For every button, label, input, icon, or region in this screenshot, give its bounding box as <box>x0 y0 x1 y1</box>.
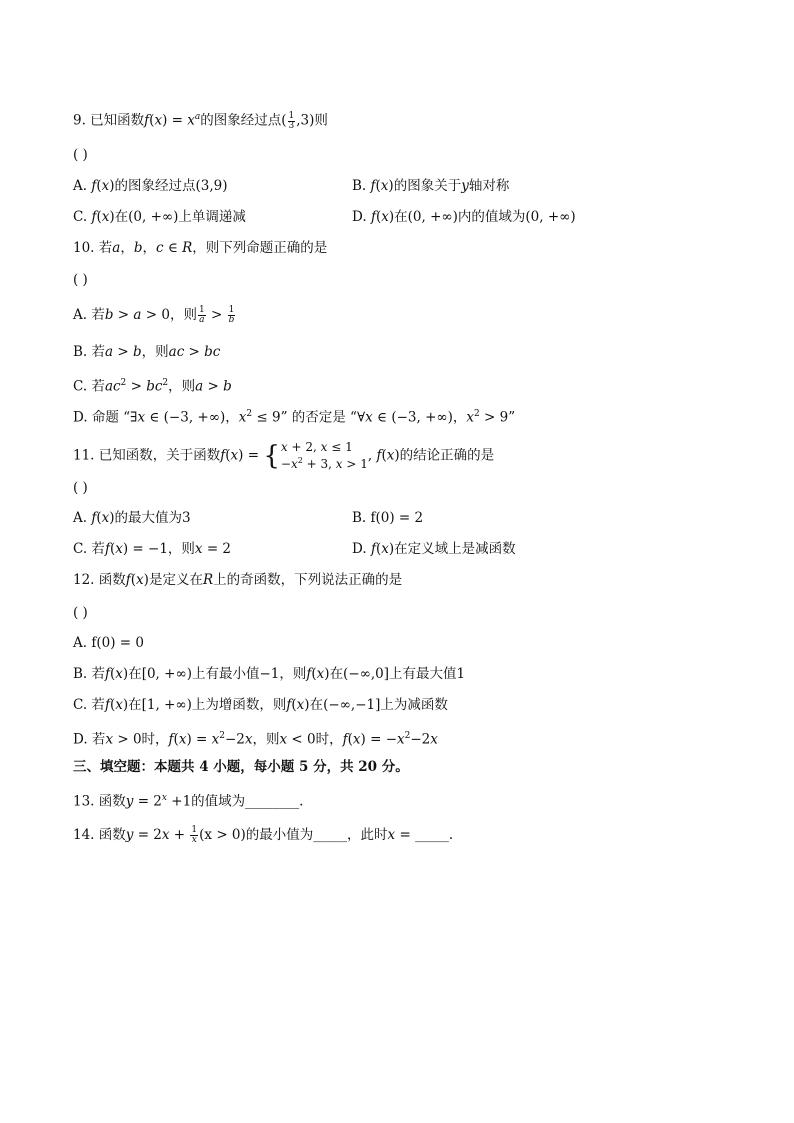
q14-stem: 14. 函数y = 2x + $\frac{1}{x}$ (x > 0)的最小值为_____，此时x = _____. <box>73 825 454 845</box>
q10-option-d[interactable]: D. 命题 “∃x ∈ (−3, +∞)，$x^2 \le 9$” 的否定是 “∀x ∈ (−3, +∞)，$x^2 > 9$” <box>73 409 516 426</box>
q9-stem: 9. 已知函数$f(x) = x^a$的图象经过点( $\frac{1}{3}$ ,3)则 <box>73 110 328 131</box>
section-title: 三、填空题：本题共 4 小题，每小题 5 分，共 20 分。 <box>73 759 409 775</box>
q11-answer-paren: ( ) <box>73 480 88 496</box>
fraction-one-over-a: $\frac{1}{a}$ <box>198 305 205 325</box>
q9-option-a[interactable]: A. f(x)的图象经过点(3,9) <box>73 178 228 194</box>
q10-option-b[interactable]: B. 若a > b，则ac > bc <box>73 344 221 360</box>
q12-option-d[interactable]: D. 若x > 0时，$f(x) = x^2-2x$，则x < 0时，$f(x) = -x^2-2x$ <box>73 731 438 748</box>
fraction-one-over-x: $\frac{1}{x}$ <box>191 825 198 845</box>
fraction-one-third: $\frac{1}{3}$ <box>288 110 295 131</box>
q11-stem: 11. 已知函数，关于函数f(x) = { x + 2, x ≤ 1 $-x^2 + 3$, x > 1 , f(x)的结论正确的是 <box>73 440 495 471</box>
q10-option-c[interactable]: C. 若$ac^2 > bc^2$，则a > b <box>73 378 232 395</box>
q11-option-c[interactable]: C. 若f(x) = −1，则x = 2 <box>73 541 232 557</box>
q11-option-b[interactable]: B. f(0) = 2 <box>352 510 424 526</box>
q12-stem: 12. 函数f(x)是定义在R上的奇函数，下列说法正确的是 <box>73 572 403 588</box>
q9-option-c[interactable]: C. f(x)在(0, +∞)上单调递减 <box>73 209 246 225</box>
q9-option-b[interactable]: B. f(x)的图象关于y轴对称 <box>352 178 510 194</box>
piecewise-function: { x + 2, x ≤ 1 $-x^2 + 3$, x > 1 <box>263 440 368 471</box>
q12-answer-paren: ( ) <box>73 605 88 621</box>
q12-option-a[interactable]: A. f(0) = 0 <box>73 635 144 651</box>
fraction-one-over-b: $\frac{1}{b}$ <box>228 305 235 325</box>
q11-option-d[interactable]: D. f(x)在定义域上是减函数 <box>352 541 516 557</box>
q12-option-c[interactable]: C. 若f(x)在[1, +∞)上为增函数，则f(x)在(−∞,−1]上为减函数 <box>73 697 448 713</box>
q10-stem: 10. 若a，b，c ∈ R，则下列命题正确的是 <box>73 240 328 256</box>
q10-option-a[interactable]: A. 若b > a > 0，则 $\frac{1}{a}$ > $\frac{1}{b}$ <box>73 305 235 325</box>
q13-stem: 13. 函数$y = 2^x +1$的值域为________. <box>73 793 304 810</box>
q12-option-b[interactable]: B. 若f(x)在[0, +∞)上有最小值−1，则f(x)在(−∞,0]上有最大值1 <box>73 666 466 682</box>
q11-option-a[interactable]: A. f(x)的最大值为3 <box>73 510 191 526</box>
q9-option-d[interactable]: D. f(x)在(0, +∞)内的值域为(0, +∞) <box>352 209 576 225</box>
q10-answer-paren: ( ) <box>73 272 88 288</box>
q9-answer-paren: ( ) <box>73 147 88 163</box>
